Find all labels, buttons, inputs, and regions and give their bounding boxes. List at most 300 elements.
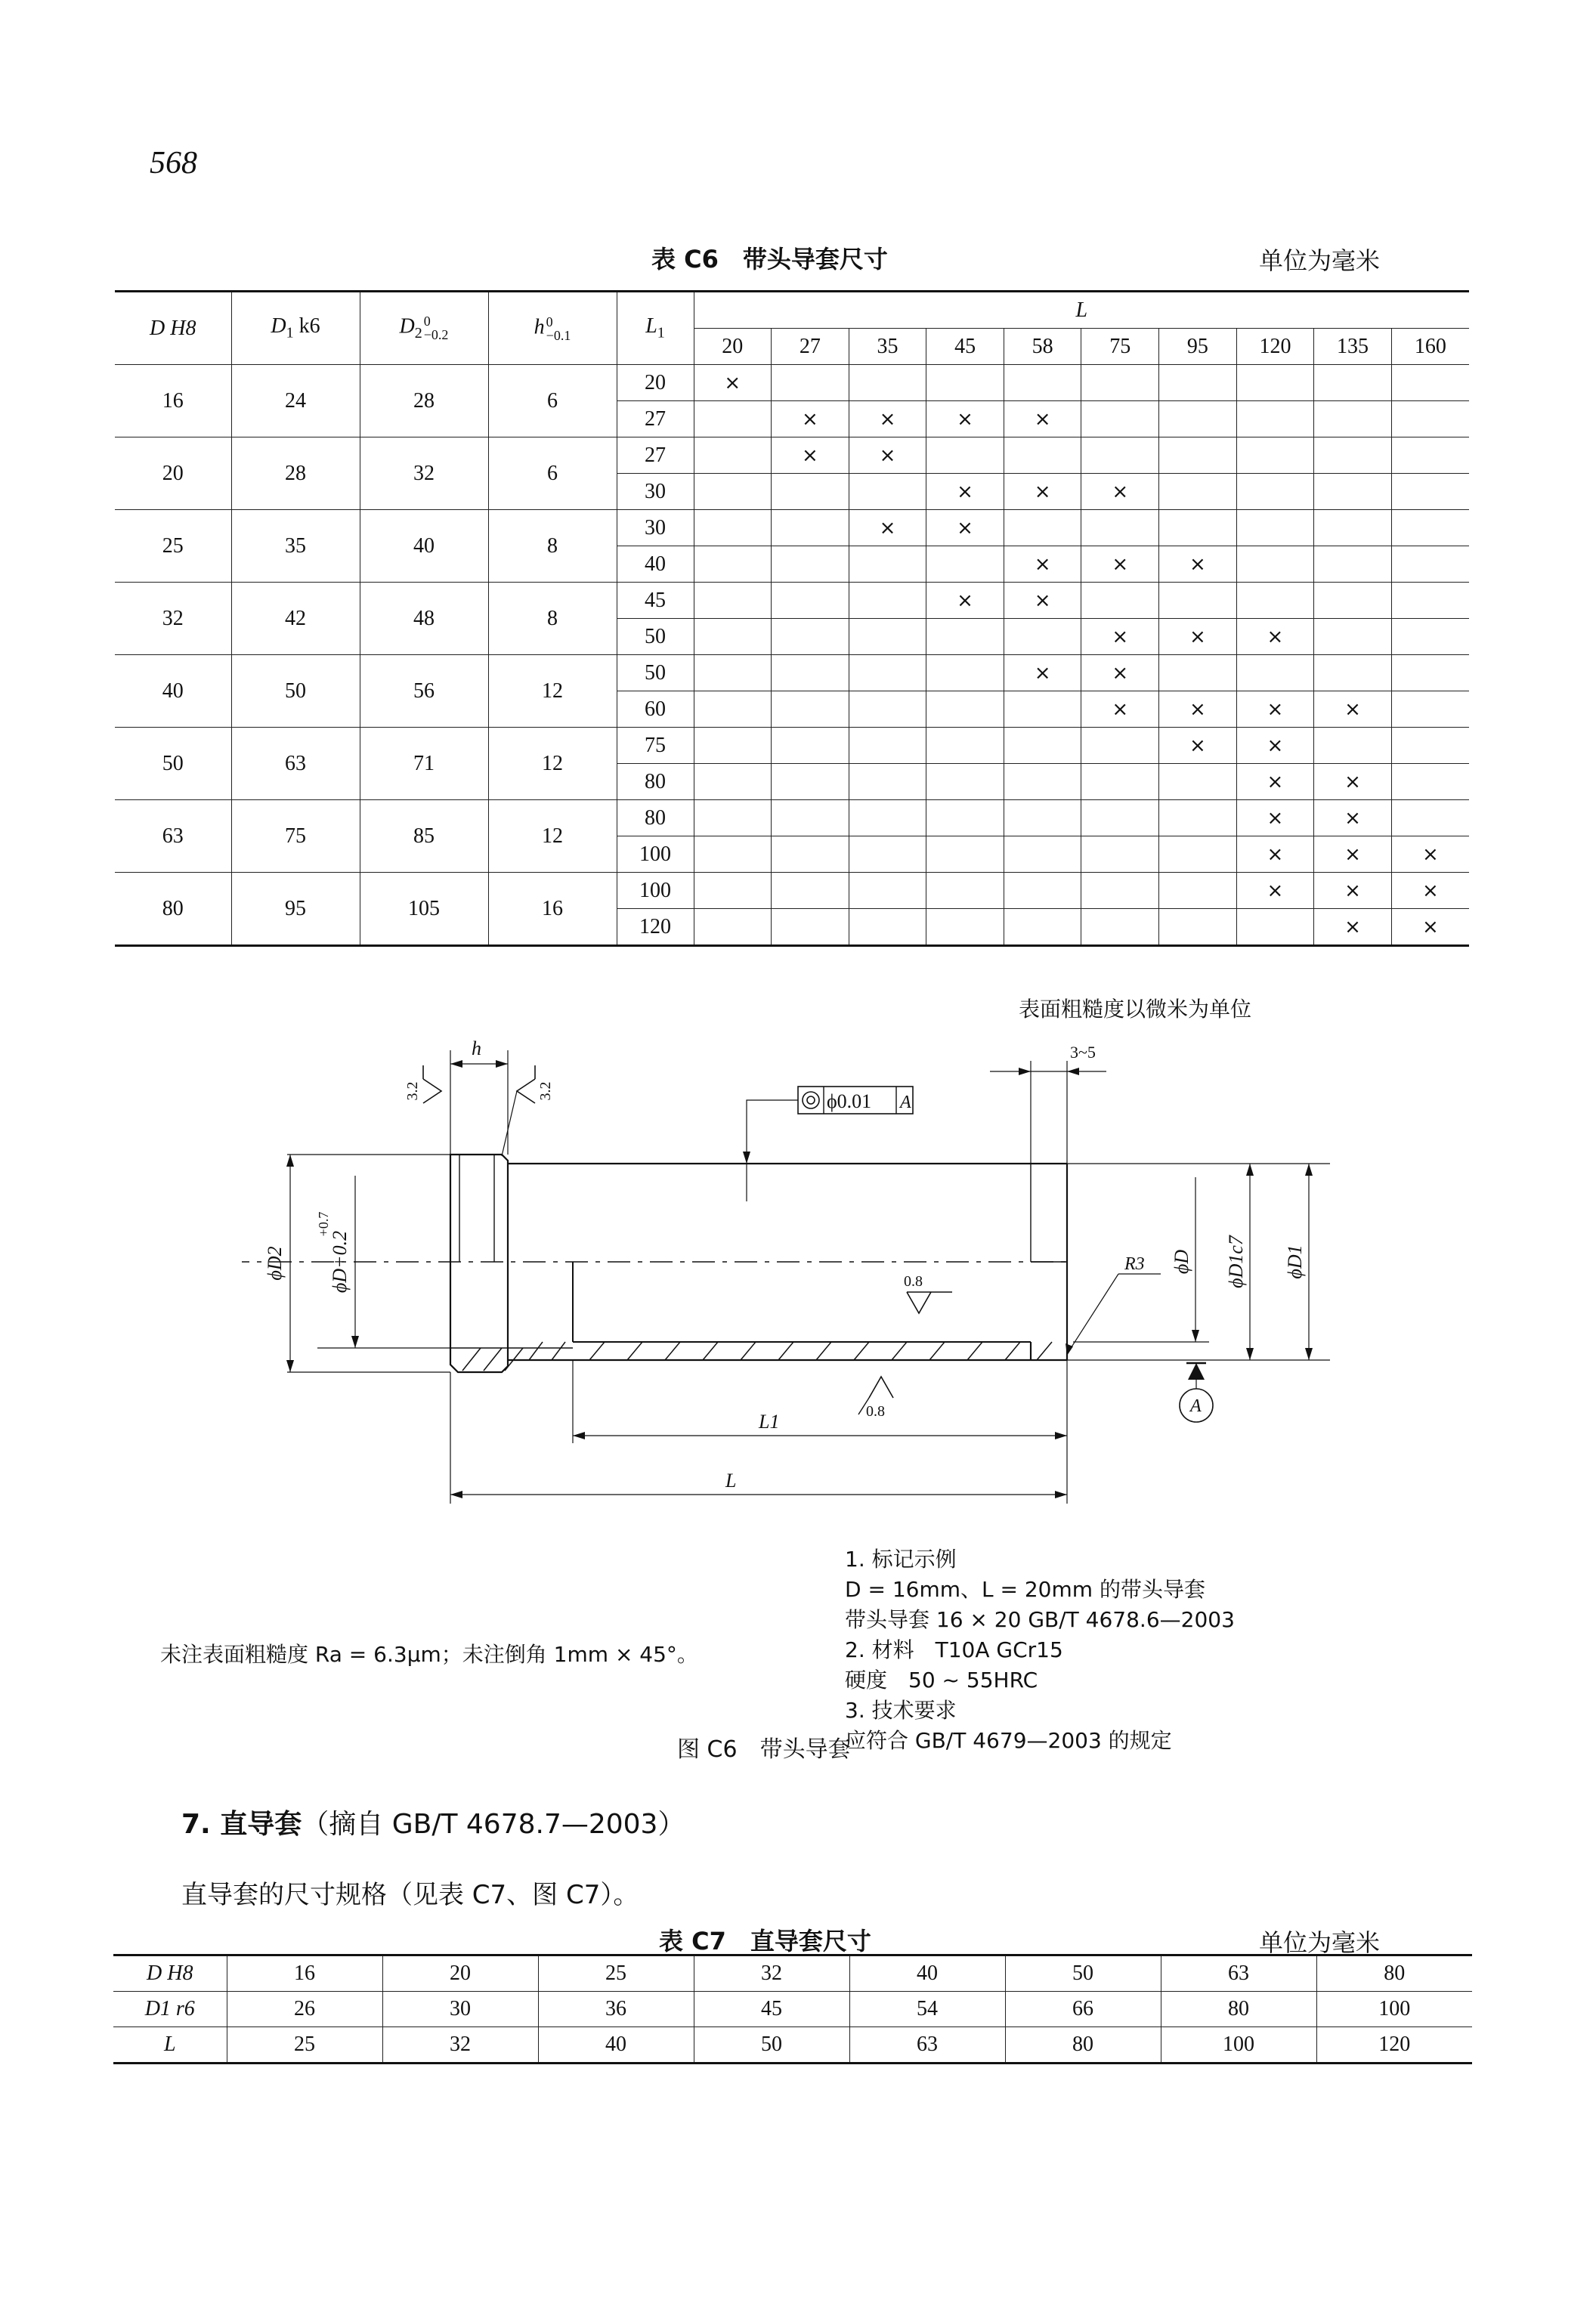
label-gap: 3~5 xyxy=(1070,1043,1096,1062)
cell-mark: × xyxy=(1391,909,1469,946)
cell-mark: × xyxy=(926,474,1004,510)
figure-note-line: 3. 技术要求 xyxy=(845,1698,957,1723)
cell-d2: 56 xyxy=(360,655,488,728)
cell-l1: 27 xyxy=(617,401,694,437)
cell-mark xyxy=(772,873,849,909)
cell-d: 40 xyxy=(115,655,231,728)
table-row xyxy=(113,1955,1472,1992)
cell-mark: × xyxy=(1314,909,1392,946)
header-d-h8: D H8 xyxy=(115,292,231,365)
cell-mark: × xyxy=(1004,546,1081,583)
cell-mark xyxy=(1159,401,1237,437)
cell-mark: × xyxy=(1004,474,1081,510)
cell-mark xyxy=(1159,655,1237,691)
cell-mark xyxy=(1391,365,1469,401)
cell-mark xyxy=(772,474,849,510)
cell-mark: × xyxy=(849,510,926,546)
label-l1: L1 xyxy=(759,1411,780,1433)
cell-mark xyxy=(772,546,849,583)
cell-mark xyxy=(694,836,772,873)
cell-mark xyxy=(849,655,926,691)
cell-mark xyxy=(1236,583,1314,619)
table-row xyxy=(113,2027,1472,2064)
cell-d2: 40 xyxy=(360,510,488,583)
cell-mark xyxy=(772,510,849,546)
table-cell: 50 xyxy=(1005,1955,1161,1992)
cell-mark xyxy=(1314,437,1392,474)
cell-mark xyxy=(1314,510,1392,546)
cell-mark: × xyxy=(1004,583,1081,619)
cell-d2: 85 xyxy=(360,800,488,873)
cell-mark xyxy=(1391,619,1469,655)
cell-mark xyxy=(849,583,926,619)
cell-mark xyxy=(1314,365,1392,401)
cell-l1: 80 xyxy=(617,800,694,836)
label-tolerance-value: ϕ0.01 xyxy=(827,1090,872,1112)
table-cell: 32 xyxy=(694,1955,849,1992)
tolerance-leader xyxy=(747,1100,798,1201)
cell-l1: 100 xyxy=(617,836,694,873)
table-cell: 26 xyxy=(227,1992,382,2027)
cell-mark xyxy=(926,619,1004,655)
cell-mark xyxy=(849,873,926,909)
roughness-08-bottom xyxy=(869,1377,893,1398)
l-col-27: 27 xyxy=(772,329,849,365)
cell-mark xyxy=(1391,510,1469,546)
label-ra32-left: 3.2 xyxy=(404,1081,421,1101)
cell-l1: 120 xyxy=(617,909,694,946)
cell-mark xyxy=(1391,691,1469,728)
cell-mark xyxy=(694,728,772,764)
cell-mark xyxy=(1004,764,1081,800)
l-col-135: 135 xyxy=(1314,329,1392,365)
header-d2: $D_20$ −0.2 xyxy=(360,292,488,365)
cell-mark xyxy=(1081,800,1159,836)
cell-mark xyxy=(772,655,849,691)
roughness-unit-note: 表面粗糙度以微米为单位 xyxy=(1019,997,1252,1022)
cell-mark: × xyxy=(1081,655,1159,691)
cell-mark xyxy=(1159,583,1237,619)
cell-d1: 42 xyxy=(231,583,360,655)
cell-h: 12 xyxy=(488,728,617,800)
cell-l1: 50 xyxy=(617,619,694,655)
cell-mark xyxy=(1391,474,1469,510)
cell-mark xyxy=(1004,365,1081,401)
cell-mark: × xyxy=(1314,836,1392,873)
cell-mark xyxy=(1314,728,1392,764)
cell-mark: × xyxy=(1081,546,1159,583)
cell-h: 8 xyxy=(488,510,617,583)
cell-mark xyxy=(694,510,772,546)
cell-mark xyxy=(694,583,772,619)
cell-l1: 20 xyxy=(617,365,694,401)
cell-mark xyxy=(1236,474,1314,510)
table-cell: 30 xyxy=(382,1992,538,2027)
cell-mark xyxy=(772,619,849,655)
cell-mark xyxy=(1159,836,1237,873)
figure-note-line: 1. 标记示例 xyxy=(845,1547,957,1572)
cell-mark xyxy=(1391,401,1469,437)
l-col-58: 58 xyxy=(1004,329,1081,365)
cell-mark xyxy=(1314,474,1392,510)
cell-mark xyxy=(1159,800,1237,836)
cell-l1: 30 xyxy=(617,510,694,546)
table-row xyxy=(115,510,1469,546)
cell-mark: × xyxy=(926,401,1004,437)
cell-mark: × xyxy=(772,401,849,437)
cell-mark xyxy=(1004,800,1081,836)
label-phi-d2: ϕD2 xyxy=(264,1246,286,1281)
cell-mark xyxy=(694,474,772,510)
cell-l1: 45 xyxy=(617,583,694,619)
figure-note-line: 应符合 GB/T 4679—2003 的规定 xyxy=(845,1728,1172,1753)
cell-mark: × xyxy=(1236,764,1314,800)
cell-mark xyxy=(849,619,926,655)
l-col-160: 160 xyxy=(1391,329,1469,365)
cell-d2: 32 xyxy=(360,437,488,510)
cell-mark: × xyxy=(849,401,926,437)
cell-mark xyxy=(772,365,849,401)
cell-mark xyxy=(772,800,849,836)
header-l: L xyxy=(694,292,1469,329)
roughness-32-right xyxy=(517,1079,535,1103)
cell-mark xyxy=(694,909,772,946)
cell-mark xyxy=(1081,873,1159,909)
cell-mark: × xyxy=(1236,873,1314,909)
table-row xyxy=(115,873,1469,909)
cell-mark xyxy=(1391,546,1469,583)
table-c7-unit: 单位为毫米 xyxy=(1259,1928,1381,1957)
cell-d2: 71 xyxy=(360,728,488,800)
cell-d1: 35 xyxy=(231,510,360,583)
cell-mark xyxy=(1081,510,1159,546)
cell-mark xyxy=(1004,836,1081,873)
cell-d1: 24 xyxy=(231,365,360,437)
cell-mark xyxy=(1314,401,1392,437)
cell-mark: × xyxy=(694,365,772,401)
label-tolerance-datum: A xyxy=(900,1093,911,1112)
cell-mark: × xyxy=(1314,691,1392,728)
cell-mark xyxy=(849,474,926,510)
cell-d2: 28 xyxy=(360,365,488,437)
cell-l1: 27 xyxy=(617,437,694,474)
table-cell: 40 xyxy=(849,1955,1005,1992)
table-row xyxy=(115,365,1469,401)
table-row xyxy=(115,655,1469,691)
cell-mark xyxy=(849,728,926,764)
roughness-32-left xyxy=(423,1079,441,1103)
cell-mark xyxy=(694,873,772,909)
cell-mark xyxy=(1391,764,1469,800)
cell-d2: 105 xyxy=(360,873,488,946)
cell-l1: 30 xyxy=(617,474,694,510)
cell-mark xyxy=(694,437,772,474)
cell-d: 80 xyxy=(115,873,231,946)
header-l1: $L_1$ xyxy=(617,292,694,365)
table-row xyxy=(113,1992,1472,2027)
cell-mark xyxy=(1159,873,1237,909)
table-cell: 66 xyxy=(1005,1992,1161,2027)
cell-mark: × xyxy=(1081,474,1159,510)
table-cell: 25 xyxy=(227,2027,382,2064)
table-cell: 36 xyxy=(538,1992,694,2027)
table-c6-caption: 表 C6 带头导套尺寸 xyxy=(651,245,888,274)
row-label: D1 r6 xyxy=(113,1992,227,2027)
cell-mark: × xyxy=(1159,619,1237,655)
cell-mark xyxy=(1236,510,1314,546)
l-col-95: 95 xyxy=(1159,329,1237,365)
cell-mark xyxy=(1081,836,1159,873)
label-phi-d-tol-upper: +0.7 xyxy=(316,1211,331,1237)
label-h: h xyxy=(472,1037,481,1059)
page-number: 568 xyxy=(150,146,197,181)
cell-mark xyxy=(926,546,1004,583)
cell-mark xyxy=(1004,909,1081,946)
cell-mark: × xyxy=(1236,800,1314,836)
cell-d: 50 xyxy=(115,728,231,800)
cell-mark xyxy=(1236,365,1314,401)
cell-l1: 75 xyxy=(617,728,694,764)
table-cell: 32 xyxy=(382,2027,538,2064)
cell-mark: × xyxy=(1391,836,1469,873)
label-ra08-bottom: 0.8 xyxy=(866,1403,885,1420)
cell-mark xyxy=(849,764,926,800)
label-ra32-right: 3.2 xyxy=(537,1081,554,1101)
figure-note-line: 2. 材料 T10A GCr15 xyxy=(845,1637,1063,1662)
section-hatch xyxy=(462,1342,1052,1371)
cell-mark xyxy=(849,365,926,401)
cell-h: 6 xyxy=(488,437,617,510)
label-l: L xyxy=(725,1470,737,1492)
cell-mark xyxy=(694,655,772,691)
table-row xyxy=(115,437,1469,474)
cell-mark xyxy=(926,909,1004,946)
cell-d1: 28 xyxy=(231,437,360,510)
cell-h: 16 xyxy=(488,873,617,946)
cell-h: 6 xyxy=(488,365,617,437)
unmarked-roughness-note: 未注表面粗糙度 Ra = 6.3μm；未注倒角 1mm × 45°。 xyxy=(160,1642,698,1667)
cell-mark: × xyxy=(1159,691,1237,728)
cell-mark xyxy=(849,836,926,873)
cell-mark: × xyxy=(926,583,1004,619)
table-cell: 20 xyxy=(382,1955,538,1992)
table-cell: 100 xyxy=(1316,1992,1472,2027)
cell-mark xyxy=(1391,800,1469,836)
cell-mark xyxy=(1236,909,1314,946)
cell-mark xyxy=(1391,437,1469,474)
cell-mark xyxy=(926,365,1004,401)
section-7-heading: 7. 直导套（摘自 GB/T 4678.7—2003） xyxy=(181,1809,685,1840)
cell-mark xyxy=(1236,655,1314,691)
cell-mark xyxy=(1391,655,1469,691)
cell-d2: 48 xyxy=(360,583,488,655)
table-cell: 63 xyxy=(1161,1955,1316,1992)
cell-mark xyxy=(926,728,1004,764)
cell-mark: × xyxy=(1081,691,1159,728)
cell-mark: × xyxy=(926,510,1004,546)
label-r3: R3 xyxy=(1124,1254,1145,1274)
cell-mark: × xyxy=(1159,728,1237,764)
cell-d1: 95 xyxy=(231,873,360,946)
cell-mark: × xyxy=(1314,873,1392,909)
cell-mark xyxy=(1159,909,1237,946)
cell-mark xyxy=(694,619,772,655)
cell-mark xyxy=(926,764,1004,800)
cell-mark xyxy=(926,800,1004,836)
cell-mark xyxy=(772,909,849,946)
cell-mark xyxy=(1004,437,1081,474)
table-row xyxy=(115,728,1469,764)
table-cell: 100 xyxy=(1161,2027,1316,2064)
label-phi-d-tol: ϕD+0.2 xyxy=(329,1230,351,1294)
cell-mark xyxy=(1004,728,1081,764)
table-c7-caption: 表 C7 直导套尺寸 xyxy=(659,1927,871,1955)
cell-mark xyxy=(1236,401,1314,437)
cell-mark xyxy=(772,691,849,728)
label-phi-d1c7: ϕD1c7 xyxy=(1225,1235,1247,1288)
section-7-body: 直导套的尺寸规格（见表 C7、图 C7）。 xyxy=(181,1880,639,1910)
cell-mark xyxy=(849,800,926,836)
cell-mark: × xyxy=(1391,873,1469,909)
cell-d: 32 xyxy=(115,583,231,655)
cell-mark xyxy=(772,764,849,800)
cell-mark xyxy=(772,583,849,619)
cell-mark xyxy=(1314,583,1392,619)
cell-d: 25 xyxy=(115,510,231,583)
cell-mark xyxy=(1391,728,1469,764)
cell-l1: 50 xyxy=(617,655,694,691)
cell-mark xyxy=(772,728,849,764)
cell-mark xyxy=(694,691,772,728)
figure-note-line: 硬度 50 ~ 55HRC xyxy=(845,1668,1038,1693)
cell-mark xyxy=(1081,437,1159,474)
cell-l1: 80 xyxy=(617,764,694,800)
cell-mark xyxy=(1004,510,1081,546)
table-cell: 63 xyxy=(849,2027,1005,2064)
cell-mark: × xyxy=(1236,619,1314,655)
cell-mark: × xyxy=(1004,401,1081,437)
cell-mark xyxy=(1314,546,1392,583)
cell-mark: × xyxy=(849,437,926,474)
cell-l1: 40 xyxy=(617,546,694,583)
cell-mark xyxy=(849,691,926,728)
cell-mark: × xyxy=(1236,836,1314,873)
cell-mark: × xyxy=(1236,691,1314,728)
cell-l1: 100 xyxy=(617,873,694,909)
cell-mark: × xyxy=(772,437,849,474)
header-h: h 0 −0.1 xyxy=(488,292,617,365)
cell-mark: × xyxy=(1004,655,1081,691)
cell-mark xyxy=(1314,619,1392,655)
table-cell: 45 xyxy=(694,1992,849,2027)
cell-mark xyxy=(849,546,926,583)
cell-mark xyxy=(1159,474,1237,510)
cell-mark xyxy=(1159,764,1237,800)
cell-l1: 60 xyxy=(617,691,694,728)
cell-mark xyxy=(1159,437,1237,474)
roughness-08-top xyxy=(907,1292,931,1313)
cell-mark xyxy=(926,691,1004,728)
label-ra08-top: 0.8 xyxy=(904,1273,923,1290)
cell-mark xyxy=(1081,909,1159,946)
cell-mark xyxy=(926,655,1004,691)
cell-mark xyxy=(1236,546,1314,583)
table-cell: 54 xyxy=(849,1992,1005,2027)
cell-h: 12 xyxy=(488,800,617,873)
cell-d: 20 xyxy=(115,437,231,510)
table-row xyxy=(115,800,1469,836)
cell-mark xyxy=(1159,510,1237,546)
l-col-120: 120 xyxy=(1236,329,1314,365)
cell-mark: × xyxy=(1314,800,1392,836)
table-cell: 25 xyxy=(538,1955,694,1992)
cell-h: 12 xyxy=(488,655,617,728)
cell-mark xyxy=(1391,583,1469,619)
cell-mark: × xyxy=(1236,728,1314,764)
cell-mark xyxy=(1314,655,1392,691)
row-label: L xyxy=(113,2027,227,2064)
cell-mark xyxy=(849,909,926,946)
cell-mark xyxy=(1081,583,1159,619)
cell-d: 16 xyxy=(115,365,231,437)
cell-mark xyxy=(926,873,1004,909)
cell-mark xyxy=(772,836,849,873)
cell-mark xyxy=(694,546,772,583)
table-c6-unit: 单位为毫米 xyxy=(1259,246,1381,275)
cell-mark xyxy=(1004,619,1081,655)
cell-mark xyxy=(926,437,1004,474)
cell-mark xyxy=(1004,691,1081,728)
cell-mark xyxy=(1081,401,1159,437)
table-cell: 16 xyxy=(227,1955,382,1992)
label-datum-a: A xyxy=(1190,1396,1202,1416)
table-cell: 80 xyxy=(1316,1955,1472,1992)
table-cell: 50 xyxy=(694,2027,849,2064)
cell-mark xyxy=(1004,873,1081,909)
cell-mark xyxy=(694,764,772,800)
row-label: D H8 xyxy=(113,1955,227,1992)
table-c7 xyxy=(113,1954,1472,2064)
cell-mark xyxy=(694,401,772,437)
cell-mark xyxy=(694,800,772,836)
header-d1-k6: $D_1$ k6 xyxy=(231,292,360,365)
label-phi-d1: ϕD1 xyxy=(1284,1244,1306,1279)
figure-c6-caption: 图 C6 带头导套 xyxy=(677,1736,851,1763)
bushing-drawing xyxy=(242,1028,1375,1526)
cell-d1: 50 xyxy=(231,655,360,728)
figure-note-line: 带头导套 16 × 20 GB/T 4678.6—2003 xyxy=(845,1607,1235,1632)
cell-mark xyxy=(1081,728,1159,764)
cell-mark xyxy=(1081,764,1159,800)
cell-mark xyxy=(926,836,1004,873)
table-cell: 80 xyxy=(1161,1992,1316,2027)
cell-mark: × xyxy=(1081,619,1159,655)
table-row xyxy=(115,583,1469,619)
table-cell: 40 xyxy=(538,2027,694,2064)
l-col-35: 35 xyxy=(849,329,926,365)
l-col-45: 45 xyxy=(926,329,1004,365)
figure-notes xyxy=(845,1544,1235,1756)
table-cell: 120 xyxy=(1316,2027,1472,2064)
cell-mark: × xyxy=(1314,764,1392,800)
cell-mark: × xyxy=(1159,546,1237,583)
cell-d: 63 xyxy=(115,800,231,873)
label-phi-d: ϕD xyxy=(1171,1249,1192,1275)
cell-h: 8 xyxy=(488,583,617,655)
figure-note-line: D = 16mm、L = 20mm 的带头导套 xyxy=(845,1577,1205,1602)
table-c6 xyxy=(115,290,1469,947)
l-col-20: 20 xyxy=(694,329,772,365)
